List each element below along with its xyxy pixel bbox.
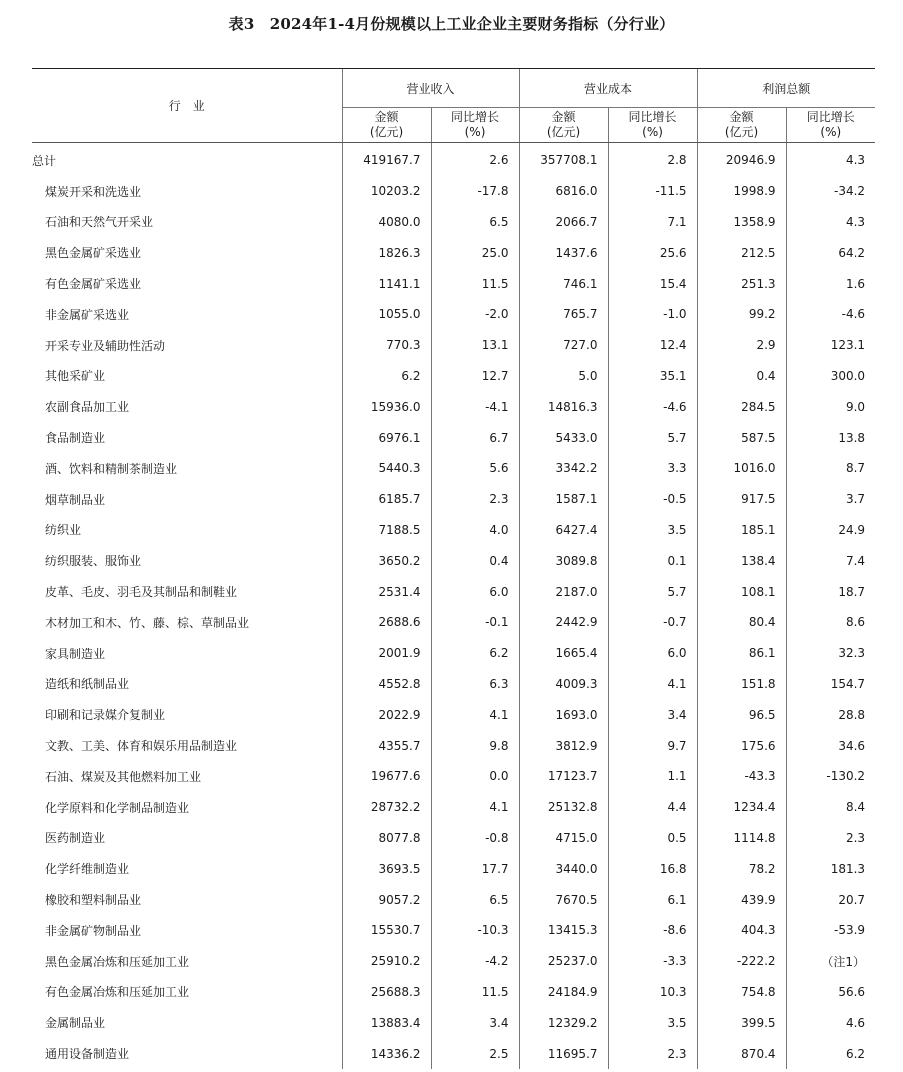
profit-amount-cell: 917.5 [697,484,786,515]
growth-unit: (%) [464,125,486,139]
revenue-amount-cell: 7188.5 [342,515,431,546]
revenue-growth-cell: 6.2 [431,638,519,669]
profit-amount-cell: 185.1 [697,515,786,546]
profit-growth-cell: 181.3 [786,853,875,884]
cost-amount-cell: 12329.2 [519,1007,608,1038]
profit-amount-cell: 1234.4 [697,792,786,823]
profit-amount-cell: 399.5 [697,1007,786,1038]
profit-amount-cell: 251.3 [697,268,786,299]
growth-label: 同比增长 [628,110,677,124]
profit-amount-cell: 0.4 [697,361,786,392]
revenue-amount-cell: 2022.9 [342,699,431,730]
cost-amount-cell: 5433.0 [519,422,608,453]
revenue-growth-cell: 0.0 [431,761,519,792]
revenue-growth-cell: 6.5 [431,207,519,238]
profit-growth-cell: -4.6 [786,299,875,330]
profit-growth-cell: 9.0 [786,391,875,422]
cost-growth-cell: -0.5 [608,484,697,515]
revenue-amount-cell: 25910.2 [342,946,431,977]
page-title: 表3 2024年1-4月份规模以上工业企业主要财务指标（分行业） [228,15,675,33]
cost-growth-cell: 3.5 [608,1007,697,1038]
header-amount [342,108,431,143]
industry-name-cell: 印刷和记录媒介复制业 [45,708,166,723]
financial-indicators-table [32,68,875,1069]
profit-growth-cell: 64.2 [786,237,875,268]
revenue-amount-cell: 10203.2 [342,176,431,207]
table-header [32,69,875,143]
industry-name-cell: 非金属矿采选业 [45,307,130,322]
profit-amount-cell: 1998.9 [697,176,786,207]
table-row [32,823,875,854]
table-row [32,946,875,977]
table-row [32,361,875,392]
revenue-growth-cell: 12.7 [431,361,519,392]
cost-growth-cell: 7.1 [608,207,697,238]
cost-growth-cell: -11.5 [608,176,697,207]
profit-amount-cell: 1016.0 [697,453,786,484]
cost-amount-cell: 3440.0 [519,853,608,884]
revenue-amount-cell: 9057.2 [342,884,431,915]
industry-name-cell: 其他采矿业 [45,369,106,384]
table-row [32,515,875,546]
profit-growth-cell: 8.4 [786,792,875,823]
cost-growth-cell: 1.1 [608,761,697,792]
profit-growth-cell: 18.7 [786,576,875,607]
profit-amount-cell: 1358.9 [697,207,786,238]
table-row [32,545,875,576]
profit-amount-cell: 99.2 [697,299,786,330]
revenue-amount-cell: 1826.3 [342,237,431,268]
table-row [32,176,875,207]
header-growth [608,108,697,143]
cost-growth-cell: 15.4 [608,268,697,299]
profit-growth-cell: 13.8 [786,422,875,453]
header-group-cost: 营业成本 [519,69,697,108]
revenue-growth-cell: 4.1 [431,699,519,730]
revenue-amount-cell: 14336.2 [342,1038,431,1069]
profit-amount-cell: 870.4 [697,1038,786,1069]
profit-amount-cell: 175.6 [697,730,786,761]
cost-amount-cell: 7670.5 [519,884,608,915]
revenue-amount-cell: 419167.7 [342,143,431,176]
industry-name-cell: 橡胶和塑料制品业 [45,893,142,908]
table-row [32,391,875,422]
revenue-growth-cell: -2.0 [431,299,519,330]
table-row [32,422,875,453]
cost-amount-cell: 13415.3 [519,915,608,946]
profit-growth-cell: 28.8 [786,699,875,730]
profit-amount-cell: 754.8 [697,977,786,1008]
profit-growth-cell: （注1） [786,946,875,977]
revenue-growth-cell: 2.5 [431,1038,519,1069]
profit-growth-cell: 56.6 [786,977,875,1008]
profit-amount-cell: 108.1 [697,576,786,607]
cost-growth-cell: 4.1 [608,669,697,700]
table-row [32,669,875,700]
profit-growth-cell: 32.3 [786,638,875,669]
revenue-amount-cell: 2531.4 [342,576,431,607]
table-row [32,792,875,823]
cost-amount-cell: 11695.7 [519,1038,608,1069]
profit-amount-cell: 78.2 [697,853,786,884]
table-row [32,884,875,915]
revenue-growth-cell: 2.6 [431,143,519,176]
revenue-growth-cell: 6.3 [431,669,519,700]
revenue-amount-cell: 8077.8 [342,823,431,854]
revenue-growth-cell: -0.8 [431,823,519,854]
profit-amount-cell: 1114.8 [697,823,786,854]
table-row [32,453,875,484]
revenue-growth-cell: 6.5 [431,884,519,915]
cost-growth-cell: 4.4 [608,792,697,823]
cost-growth-cell: 2.8 [608,143,697,176]
revenue-amount-cell: 770.3 [342,330,431,361]
cost-growth-cell: -4.6 [608,391,697,422]
industry-name-cell: 医药制造业 [45,831,106,846]
revenue-amount-cell: 2688.6 [342,607,431,638]
amount-unit: (亿元) [369,125,404,139]
revenue-growth-cell: -4.2 [431,946,519,977]
industry-name-cell: 皮革、毛皮、羽毛及其制品和制鞋业 [45,585,238,600]
header-group-profit: 利润总额 [697,69,875,108]
profit-growth-cell: 4.3 [786,207,875,238]
revenue-amount-cell: 28732.2 [342,792,431,823]
cost-amount-cell: 3812.9 [519,730,608,761]
cost-growth-cell: 25.6 [608,237,697,268]
table-row [32,330,875,361]
profit-growth-cell: 20.7 [786,884,875,915]
revenue-growth-cell: 17.7 [431,853,519,884]
profit-growth-cell: 34.6 [786,730,875,761]
revenue-amount-cell: 4080.0 [342,207,431,238]
amount-label: 金额 [729,110,754,124]
industry-name-cell: 木材加工和木、竹、藤、棕、草制品业 [45,615,250,630]
cost-amount-cell: 357708.1 [519,143,608,176]
table-row [32,143,875,176]
table-row [32,484,875,515]
revenue-growth-cell: 5.6 [431,453,519,484]
revenue-amount-cell: 4355.7 [342,730,431,761]
cost-growth-cell: -1.0 [608,299,697,330]
revenue-amount-cell: 19677.6 [342,761,431,792]
profit-growth-cell: 24.9 [786,515,875,546]
growth-unit: (%) [820,125,842,139]
cost-amount-cell: 1693.0 [519,699,608,730]
industry-name-cell: 化学原料和化学制品制造业 [45,800,190,815]
cost-amount-cell: 3342.2 [519,453,608,484]
industry-name-cell: 通用设备制造业 [45,1047,130,1061]
industry-name-cell: 食品制造业 [45,431,106,446]
revenue-amount-cell: 6976.1 [342,422,431,453]
profit-growth-cell: 1.6 [786,268,875,299]
table-row [32,638,875,669]
cost-amount-cell: 727.0 [519,330,608,361]
cost-growth-cell: 0.1 [608,545,697,576]
amount-label: 金额 [551,110,576,124]
table-row [32,699,875,730]
industry-name-cell: 文教、工美、体育和娱乐用品制造业 [45,739,238,754]
cost-amount-cell: 25132.8 [519,792,608,823]
industry-name-cell: 酒、饮料和精制茶制造业 [45,461,178,476]
revenue-growth-cell: -10.3 [431,915,519,946]
cost-amount-cell: 3089.8 [519,545,608,576]
cost-growth-cell: -8.6 [608,915,697,946]
profit-growth-cell: 154.7 [786,669,875,700]
industry-name-cell: 纺织业 [45,523,82,538]
revenue-amount-cell: 3693.5 [342,853,431,884]
profit-amount-cell: 96.5 [697,699,786,730]
profit-amount-cell: 404.3 [697,915,786,946]
header-growth [431,108,519,143]
cost-growth-cell: 0.5 [608,823,697,854]
revenue-growth-cell: 13.1 [431,330,519,361]
amount-unit: (亿元) [546,125,581,139]
cost-amount-cell: 2187.0 [519,576,608,607]
profit-amount-cell: 138.4 [697,545,786,576]
profit-amount-cell: 212.5 [697,237,786,268]
cost-amount-cell: 5.0 [519,361,608,392]
profit-amount-cell: 439.9 [697,884,786,915]
profit-growth-cell: 7.4 [786,545,875,576]
profit-amount-cell: -222.2 [697,946,786,977]
industry-name-cell: 纺织服装、服饰业 [45,554,142,569]
revenue-amount-cell: 15936.0 [342,391,431,422]
cost-amount-cell: 14816.3 [519,391,608,422]
table-row [32,268,875,299]
profit-growth-cell: 8.6 [786,607,875,638]
cost-amount-cell: 1665.4 [519,638,608,669]
growth-label: 同比增长 [806,110,855,124]
revenue-growth-cell: 4.1 [431,792,519,823]
table-row [32,237,875,268]
table-row [32,207,875,238]
profit-growth-cell: 3.7 [786,484,875,515]
cost-growth-cell: 6.0 [608,638,697,669]
cost-amount-cell: 6427.4 [519,515,608,546]
revenue-amount-cell: 13883.4 [342,1007,431,1038]
revenue-growth-cell: 2.3 [431,484,519,515]
industry-name-cell: 家具制造业 [45,646,106,661]
cost-amount-cell: 2442.9 [519,607,608,638]
cost-growth-cell: 5.7 [608,422,697,453]
amount-label: 金额 [374,110,399,124]
revenue-amount-cell: 25688.3 [342,977,431,1008]
revenue-growth-cell: -17.8 [431,176,519,207]
industry-name-cell: 非金属矿物制品业 [45,923,142,938]
table-body [32,143,875,1069]
profit-growth-cell: -130.2 [786,761,875,792]
cost-amount-cell: 1437.6 [519,237,608,268]
profit-growth-cell: -34.2 [786,176,875,207]
revenue-amount-cell: 6.2 [342,361,431,392]
cost-growth-cell: 3.4 [608,699,697,730]
cost-growth-cell: 5.7 [608,576,697,607]
revenue-growth-cell: 6.7 [431,422,519,453]
profit-amount-cell: 284.5 [697,391,786,422]
profit-amount-cell: -43.3 [697,761,786,792]
cost-amount-cell: 17123.7 [519,761,608,792]
industry-name-cell: 烟草制品业 [45,492,106,507]
revenue-growth-cell: 3.4 [431,1007,519,1038]
cost-amount-cell: 6816.0 [519,176,608,207]
growth-label: 同比增长 [451,110,500,124]
profit-amount-cell: 587.5 [697,422,786,453]
industry-name-cell: 石油、煤炭及其他燃料加工业 [45,769,202,784]
cost-growth-cell: -0.7 [608,607,697,638]
amount-unit: (亿元) [724,125,759,139]
cost-growth-cell: 2.3 [608,1038,697,1069]
table-row [32,853,875,884]
cost-amount-cell: 4715.0 [519,823,608,854]
cost-amount-cell: 4009.3 [519,669,608,700]
industry-name-cell: 黑色金属矿采选业 [45,246,142,261]
industry-name-cell: 农副食品加工业 [45,400,130,415]
revenue-amount-cell: 15530.7 [342,915,431,946]
header-group-revenue: 营业收入 [342,69,519,108]
industry-name-cell: 化学纤维制造业 [45,862,130,877]
revenue-amount-cell: 6185.7 [342,484,431,515]
profit-growth-cell: 8.7 [786,453,875,484]
profit-amount-cell: 2.9 [697,330,786,361]
revenue-growth-cell: 25.0 [431,237,519,268]
industry-name-cell: 有色金属冶炼和压延加工业 [45,985,190,1000]
cost-growth-cell: 12.4 [608,330,697,361]
header-amount [519,108,608,143]
cost-amount-cell: 765.7 [519,299,608,330]
table-row [32,299,875,330]
table-row [32,730,875,761]
profit-growth-cell: 300.0 [786,361,875,392]
profit-growth-cell: 4.6 [786,1007,875,1038]
revenue-amount-cell: 2001.9 [342,638,431,669]
table-row [32,761,875,792]
industry-name-cell: 有色金属矿采选业 [45,277,142,292]
table-row [32,915,875,946]
growth-unit: (%) [642,125,663,139]
cost-growth-cell: 35.1 [608,361,697,392]
industry-name-cell: 黑色金属冶炼和压延加工业 [45,954,190,969]
cost-growth-cell: 3.3 [608,453,697,484]
table-row [32,977,875,1008]
industry-name-cell: 石油和天然气开采业 [45,215,154,230]
industry-name-cell: 开采专业及辅助性活动 [45,338,166,353]
table-row [32,607,875,638]
revenue-growth-cell: 11.5 [431,977,519,1008]
table-row [32,1038,875,1069]
cost-growth-cell: -3.3 [608,946,697,977]
revenue-amount-cell: 3650.2 [342,545,431,576]
table-row [32,576,875,607]
cost-growth-cell: 9.7 [608,730,697,761]
revenue-growth-cell: 0.4 [431,545,519,576]
profit-growth-cell: 2.3 [786,823,875,854]
cost-amount-cell: 25237.0 [519,946,608,977]
cost-amount-cell: 746.1 [519,268,608,299]
header-amount [697,108,786,143]
industry-name-cell: 煤炭开采和洗选业 [45,184,142,199]
revenue-growth-cell: 9.8 [431,730,519,761]
profit-amount-cell: 86.1 [697,638,786,669]
industry-name-cell: 金属制品业 [45,1016,106,1031]
cost-growth-cell: 6.1 [608,884,697,915]
cost-growth-cell: 10.3 [608,977,697,1008]
cost-amount-cell: 24184.9 [519,977,608,1008]
cost-growth-cell: 3.5 [608,515,697,546]
profit-growth-cell: 4.3 [786,143,875,176]
profit-amount-cell: 80.4 [697,607,786,638]
industry-name-cell: 总计 [32,153,57,168]
revenue-growth-cell: 4.0 [431,515,519,546]
revenue-amount-cell: 4552.8 [342,669,431,700]
industry-name-cell: 造纸和纸制品业 [45,677,130,692]
revenue-amount-cell: 1055.0 [342,299,431,330]
profit-growth-cell: 6.2 [786,1038,875,1069]
revenue-growth-cell: -0.1 [431,607,519,638]
profit-growth-cell: -53.9 [786,915,875,946]
table-row [32,1007,875,1038]
revenue-growth-cell: 6.0 [431,576,519,607]
profit-amount-cell: 151.8 [697,669,786,700]
profit-growth-cell: 123.1 [786,330,875,361]
profit-amount-cell: 20946.9 [697,143,786,176]
header-industry: 行 业 [32,69,342,143]
revenue-amount-cell: 5440.3 [342,453,431,484]
revenue-amount-cell: 1141.1 [342,268,431,299]
cost-amount-cell: 1587.1 [519,484,608,515]
revenue-growth-cell: 11.5 [431,268,519,299]
header-growth [786,108,875,143]
revenue-growth-cell: -4.1 [431,391,519,422]
cost-amount-cell: 2066.7 [519,207,608,238]
cost-growth-cell: 16.8 [608,853,697,884]
